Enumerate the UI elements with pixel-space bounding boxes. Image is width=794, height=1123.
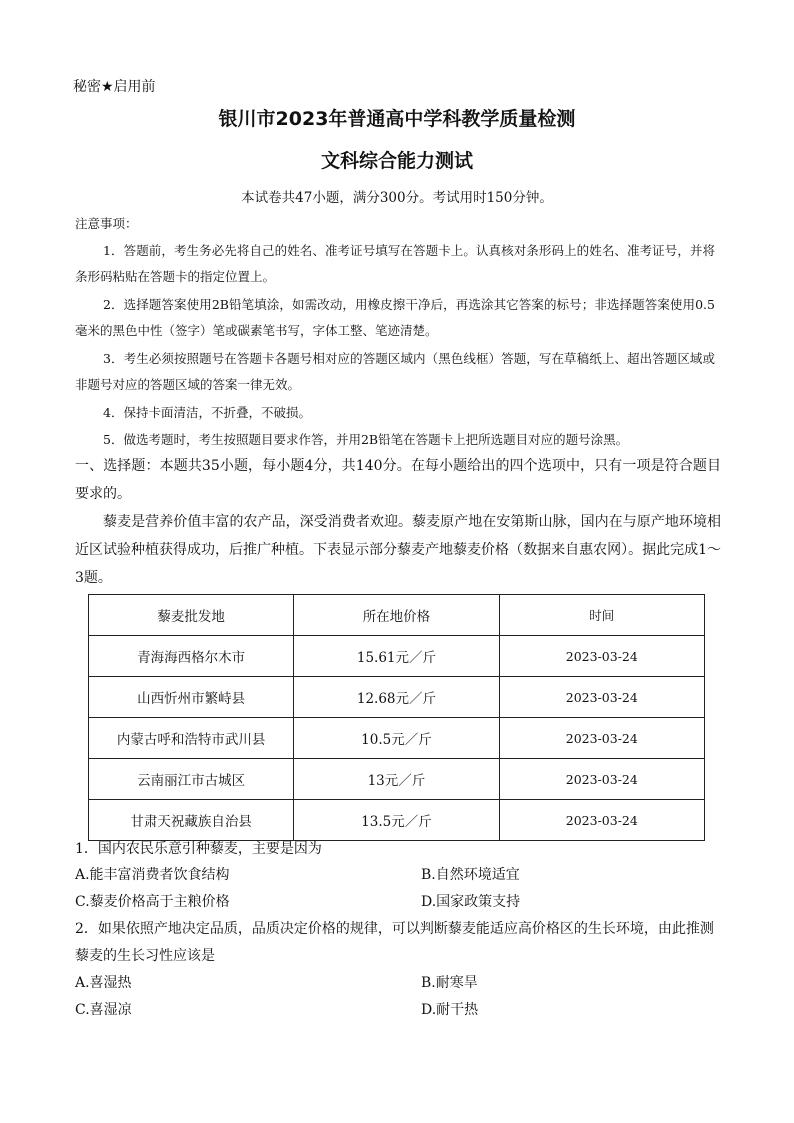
notice-item: 1．答题前，考生务必先将自己的姓名、准考证号填写在答题卡上。认真核对条形码上的姓名、准考证号，并将条形码粘贴在答题卡的指定位置上。: [75, 243, 715, 284]
table-cell: 10.5元／斤: [294, 718, 499, 759]
answer-option: B.自然环境适宜: [421, 867, 520, 883]
answer-option: A.喜湿热: [75, 975, 132, 991]
passage-text: 藜麦是营养价值丰富的农产品，深受消费者欢迎。藜麦原产地在安第斯山脉，国内在与原产地环境相近区试验种植获得成功，后推广种植。下表显示部分藜麦产地藜麦价格（数据来自惠农网）。据此完成1～3题。: [75, 514, 721, 586]
question-stem: 2．如果依照产地决定品质，品质决定价格的规律，可以判断藜麦能适应高价格区的生长环境，由此推测藜麦的生长习性应该是: [75, 921, 714, 964]
answer-option: D.耐干热: [421, 1002, 479, 1018]
table-cell: 内蒙古呼和浩特市武川县: [89, 718, 294, 759]
table-cell: 12.68元／斤: [294, 677, 499, 718]
table-cell: 甘肃天祝藏族自治县: [89, 800, 294, 841]
answer-option: D.国家政策支持: [421, 894, 521, 910]
table-header-row: [89, 595, 705, 636]
table-row: [89, 800, 705, 841]
exam-title: 银川市2023年普通高中学科教学质量检测: [218, 108, 576, 130]
table-row: [89, 636, 705, 677]
table-cell: 2023-03-24: [499, 759, 704, 800]
table-cell: 2023-03-24: [499, 718, 704, 759]
column-header: 藜麦批发地: [89, 595, 294, 636]
section-heading: 一、选择题：本题共35小题，每小题4分，共140分。在每小题给出的四个选项中，只有一项是符合题目要求的。: [75, 458, 721, 502]
table-cell: 2023-03-24: [499, 677, 704, 718]
exam-info: 本试卷共47小题，满分300分。考试用时150分钟。: [241, 190, 553, 206]
answer-option: A.能丰富消费者饮食结构: [75, 867, 230, 883]
notice-item: 2．选择题答案使用2B铅笔填涂，如需改动，用橡皮擦干净后，再选涂其它答案的标号；非选择题答案使用0.5毫米的黑色中性（签字）笔或碳素笔书写，字体工整、笔迹清楚。: [75, 297, 715, 338]
table-cell: 2023-03-24: [499, 800, 704, 841]
question-stem: 1．国内农民乐意引种藜麦，主要是因为: [75, 841, 322, 857]
notice-heading: 注意事项：: [75, 216, 138, 231]
column-header: 时间: [499, 595, 704, 636]
column-header: 所在地价格: [294, 595, 499, 636]
answer-option: C.喜湿凉: [75, 1002, 132, 1018]
table-cell: 青海海西格尔木市: [89, 636, 294, 677]
notice-item: 5．做选考题时，考生按照题目要求作答，并用2B铅笔在答题卡上把所选题目对应的题号涂黑。: [103, 432, 629, 447]
exam-subtitle: 文科综合能力测试: [320, 150, 473, 172]
table-cell: 13.5元／斤: [294, 800, 499, 841]
table-row: [89, 677, 705, 718]
table-cell: 15.61元／斤: [294, 636, 499, 677]
table-cell: 云南丽江市古城区: [89, 759, 294, 800]
price-table: [88, 594, 705, 841]
answer-option: B.耐寒旱: [421, 975, 478, 991]
table-cell: 13元／斤: [294, 759, 499, 800]
answer-option: C.藜麦价格高于主粮价格: [75, 894, 230, 910]
table-cell: 山西忻州市繁峙县: [89, 677, 294, 718]
confidential-label: 秘密★启用前: [73, 79, 156, 95]
notice-item: 4．保持卡面清洁，不折叠，不破损。: [103, 405, 311, 420]
table-row: [89, 759, 705, 800]
table-cell: 2023-03-24: [499, 636, 704, 677]
table-row: [89, 718, 705, 759]
notice-item: 3．考生必须按照题号在答题卡各题号相对应的答题区域内（黑色线框）答题，写在草稿纸上、超出答题区域或非题号对应的答题区域的答案一律无效。: [75, 351, 715, 392]
